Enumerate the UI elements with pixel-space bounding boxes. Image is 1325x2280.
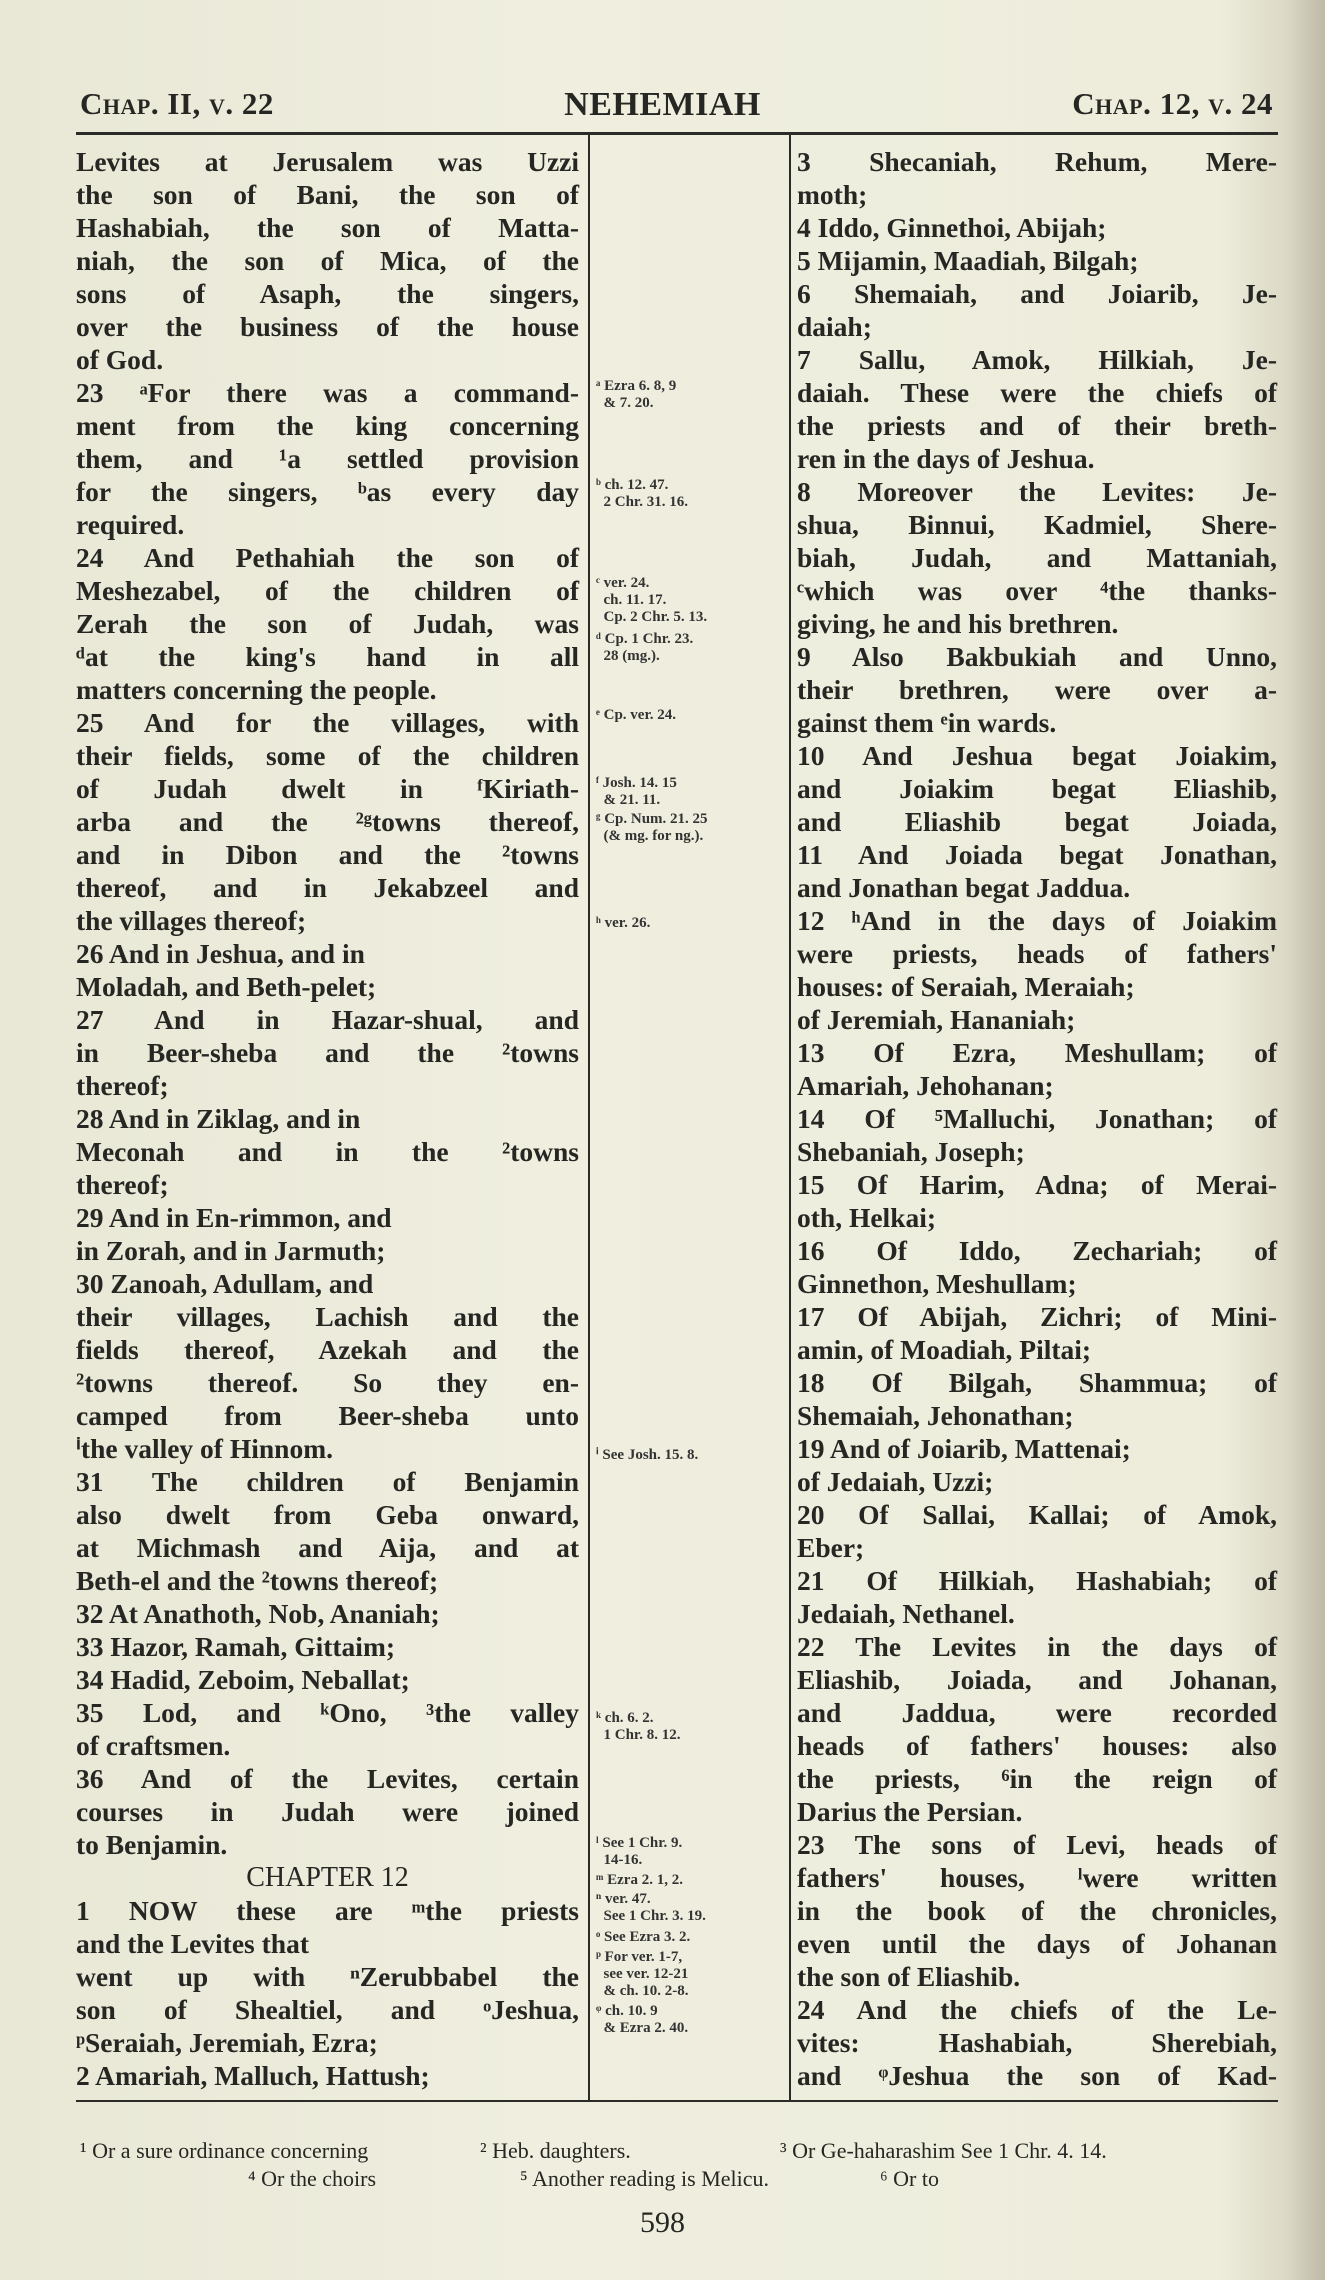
text-line: 10 And Jeshua begat Joiakim,	[797, 740, 1277, 771]
text-line: daiah. These were the chiefs of	[797, 377, 1277, 408]
text-line: 8 Moreover the Levites: Je-	[797, 476, 1277, 507]
text-line: 29 And in En-rimmon, and	[76, 1202, 392, 1233]
text-line: also dwelt from Geba onward,	[76, 1499, 579, 1530]
text-line: giving, he and his brethren.	[797, 608, 1119, 639]
text-line: 33 Hazor, Ramah, Gittaim;	[76, 1631, 396, 1662]
text-line: 34 Hadid, Zeboim, Neballat;	[76, 1664, 410, 1695]
text-line: Shebaniah, Joseph;	[797, 1136, 1025, 1167]
text-line: 16 Of Iddo, Zechariah; of	[797, 1235, 1277, 1266]
text-line: and in Dibon and the ²towns	[76, 839, 579, 870]
text-line: Ginnethon, Meshullam;	[797, 1268, 1077, 1299]
margin-note-e: ᵉ Cp. ver. 24.	[596, 707, 676, 723]
text-line: for the singers, ᵇas every day	[76, 476, 579, 507]
column-divider-right	[789, 134, 791, 2100]
text-line: vites: Hashabiah, Sherebiah,	[797, 2027, 1277, 2058]
text-line: and Joiakim begat Eliashib,	[797, 773, 1277, 804]
text-line: ment from the king concerning	[76, 410, 579, 441]
text-line: 27 And in Hazar-shual, and	[76, 1004, 579, 1035]
text-line: daiah;	[797, 311, 872, 342]
text-line: the villages thereof;	[76, 905, 307, 936]
footnote-4: ⁴ Or the choirs	[248, 2166, 377, 2191]
margin-note-g: ᵍ Cp. Num. 21. 25 (& mg. for ng.).	[596, 811, 708, 844]
text-line: and Jonathan begat Jaddua.	[797, 872, 1131, 903]
text-line: niah, the son of Mica, of the	[76, 245, 579, 276]
text-line: Moladah, and Beth-pelet;	[76, 971, 377, 1002]
margin-note-o: ᵒ See Ezra 3. 2.	[596, 1929, 691, 1945]
text-line: sons of Asaph, the singers,	[76, 278, 579, 309]
text-line: Levites at Jerusalem was Uzzi	[76, 146, 579, 177]
text-line: Eber;	[797, 1532, 865, 1563]
text-line: 17 Of Abijah, Zichri; of Mini-	[797, 1301, 1277, 1332]
text-line: Beth-el and the ²towns thereof;	[76, 1565, 439, 1596]
text-line: and Eliashib begat Joiada,	[797, 806, 1277, 837]
text-line: heads of fathers' houses: also	[797, 1730, 1277, 1761]
text-line: 6 Shemaiah, and Joiarib, Je-	[797, 278, 1277, 309]
text-line: ᶜwhich was over ⁴the thanks-	[797, 575, 1277, 606]
text-line: Amariah, Jehohanan;	[797, 1070, 1054, 1101]
text-line: arba and the ²ᵍtowns thereof,	[76, 806, 579, 837]
left-text-column	[76, 145, 579, 2092]
footnote-3: ³ Or Ge-haharashim See 1 Chr. 4. 14.	[780, 2138, 1107, 2163]
text-line: Darius the Persian.	[797, 1796, 1023, 1827]
text-line: in the book of the chronicles,	[797, 1895, 1277, 1926]
text-line: son of Shealtiel, and ᵒJeshua,	[76, 1994, 579, 2025]
text-line: 18 Of Bilgah, Shammua; of	[797, 1367, 1277, 1398]
running-head-left: Chap. II, v. 22	[80, 86, 274, 121]
text-line: required.	[76, 509, 185, 540]
footer-rule	[76, 2100, 1278, 2102]
text-line: 21 Of Hilkiah, Hashabiah; of	[797, 1565, 1277, 1596]
text-line: 12 ʰAnd in the days of Joiakim	[797, 905, 1277, 936]
text-line: amin, of Moadiah, Piltai;	[797, 1334, 1092, 1365]
text-line: ren in the days of Jeshua.	[797, 443, 1095, 474]
text-line: 19 And of Joiarib, Mattenai;	[797, 1433, 1131, 1464]
text-line: in Zorah, and in Jarmuth;	[76, 1235, 386, 1266]
text-line: 24 And Pethahiah the son of	[76, 542, 579, 573]
text-line: Zerah the son of Judah, was	[76, 608, 579, 639]
text-line: thereof;	[76, 1169, 169, 1200]
text-line: houses: of Seraiah, Meraiah;	[797, 971, 1135, 1002]
margin-note-q: ᵠ ch. 10. 9 & Ezra 2. 40.	[596, 2003, 689, 2036]
text-line: 23 The sons of Levi, heads of	[797, 1829, 1277, 1860]
margin-note-h: ʰ ver. 26.	[596, 915, 651, 931]
margin-note-m: ᵐ Ezra 2. 1, 2.	[596, 1872, 683, 1888]
text-line: ⁱthe valley of Hinnom.	[76, 1433, 333, 1464]
text-line: 9 Also Bakbukiah and Unno,	[797, 641, 1277, 672]
footnote-6: ⁶ Or to	[880, 2166, 939, 2191]
text-line: their brethren, were over a-	[797, 674, 1277, 705]
book-title: NEHEMIAH	[564, 86, 761, 123]
text-line: even until the days of Johanan	[797, 1928, 1277, 1959]
text-line: 5 Mijamin, Maadiah, Bilgah;	[797, 245, 1139, 276]
text-line: 24 And the chiefs of the Le-	[797, 1994, 1277, 2025]
right-text-column	[797, 145, 1277, 2092]
text-line: them, and ¹a settled provision	[76, 443, 579, 474]
text-line: of God.	[76, 344, 164, 375]
margin-note-k: ᵏ ch. 6. 2. 1 Chr. 8. 12.	[596, 1710, 681, 1743]
text-line: ᵈat the king's hand in all	[76, 641, 579, 672]
text-line: 7 Sallu, Amok, Hilkiah, Je-	[797, 344, 1277, 375]
margin-note-c: ᶜ ver. 24. ch. 11. 17. Cp. 2 Chr. 5. 13.	[596, 575, 708, 625]
text-line: 13 Of Ezra, Meshullam; of	[797, 1037, 1277, 1068]
text-line: 15 Of Harim, Adna; of Merai-	[797, 1169, 1277, 1200]
text-line: 4 Iddo, Ginnethoi, Abijah;	[797, 212, 1107, 243]
text-line: camped from Beer-sheba unto	[76, 1400, 579, 1431]
text-line: their fields, some of the children	[76, 740, 579, 771]
text-line: 11 And Joiada begat Jonathan,	[797, 839, 1277, 870]
text-line: the son of Bani, the son of	[76, 179, 579, 210]
text-line: 14 Of ⁵Malluchi, Jonathan; of	[797, 1103, 1277, 1134]
text-line: ᵖSeraiah, Jeremiah, Ezra;	[76, 2027, 378, 2058]
text-line: to Benjamin.	[76, 1829, 228, 1860]
margin-note-l: ˡ See 1 Chr. 9. 14-16.	[596, 1835, 683, 1868]
text-line: Meconah and in the ²towns	[76, 1136, 579, 1167]
column-divider-left	[588, 134, 590, 2100]
text-line: shua, Binnui, Kadmiel, Shere-	[797, 509, 1277, 540]
footnote-1: ¹ Or a sure ordinance concerning	[80, 2138, 369, 2163]
text-line: fathers' houses, ˡwere written	[797, 1862, 1277, 1893]
text-line: ²towns thereof. So they en-	[76, 1367, 579, 1398]
margin-note-d: ᵈ Cp. 1 Chr. 23. 28 (mg.).	[596, 631, 694, 664]
text-line: 22 The Levites in the days of	[797, 1631, 1277, 1662]
text-line: were priests, heads of fathers'	[797, 938, 1277, 969]
margin-note-b: ᵇ ch. 12. 47. 2 Chr. 31. 16.	[596, 477, 688, 510]
footnote-5: ⁵ Another reading is Melicu.	[520, 2166, 770, 2191]
text-line: thereof, and in Jekabzeel and	[76, 872, 579, 903]
text-line: matters concerning the people.	[76, 674, 437, 705]
text-line: thereof;	[76, 1070, 169, 1101]
header-rule	[76, 132, 1278, 135]
text-line: Shemaiah, Jehonathan;	[797, 1400, 1074, 1431]
text-line: of Judah dwelt in ᶠKiriath-	[76, 773, 579, 804]
text-line: the son of Eliashib.	[797, 1961, 1021, 1992]
text-line: at Michmash and Aija, and at	[76, 1532, 579, 1563]
text-line: biah, Judah, and Mattaniah,	[797, 542, 1277, 573]
text-line: 23 ᵃFor there was a command-	[76, 377, 579, 408]
margin-note-a: ᵃ Ezra 6. 8, 9 & 7. 20.	[596, 378, 677, 411]
text-line: their villages, Lachish and the	[76, 1301, 579, 1332]
text-line: Meshezabel, of the children of	[76, 575, 579, 606]
text-line: 32 At Anathoth, Nob, Ananiah;	[76, 1598, 440, 1629]
text-line: 3 Shecaniah, Rehum, Mere-	[797, 146, 1277, 177]
text-line: courses in Judah were joined	[76, 1796, 579, 1827]
text-line: the priests, ⁶in the reign of	[797, 1763, 1277, 1794]
text-line: 30 Zanoah, Adullam, and	[76, 1268, 374, 1299]
margin-note-f: ᶠ Josh. 14. 15 & 21. 11.	[596, 775, 677, 808]
text-line: 36 And of the Levites, certain	[76, 1763, 579, 1794]
text-line: 20 Of Sallai, Kallai; of Amok,	[797, 1499, 1277, 1530]
text-line: fields thereof, Azekah and the	[76, 1334, 579, 1365]
text-line: and Jaddua, were recorded	[797, 1697, 1277, 1728]
text-line: and ᵠJeshua the son of Kad-	[797, 2060, 1277, 2091]
chapter-heading: CHAPTER 12	[246, 1862, 409, 1893]
running-head-right: Chap. 12, v. 24	[1072, 86, 1273, 121]
text-line: 25 And for the villages, with	[76, 707, 579, 738]
text-line: the priests and of their breth-	[797, 410, 1277, 441]
margin-note-n: ⁿ ver. 47. See 1 Chr. 3. 19.	[596, 1891, 706, 1924]
text-line: 35 Lod, and ᵏOno, ³the valley	[76, 1697, 579, 1728]
text-line: 26 And in Jeshua, and in	[76, 938, 365, 969]
text-line: and the Levites that	[76, 1928, 309, 1959]
margin-note-i: ⁱ See Josh. 15. 8.	[596, 1447, 699, 1463]
text-line: Jedaiah, Nethanel.	[797, 1598, 1015, 1629]
text-line: Hashabiah, the son of Matta-	[76, 212, 579, 243]
text-line: gainst them ᵉin wards.	[797, 707, 1057, 738]
text-line: 31 The children of Benjamin	[76, 1466, 579, 1497]
text-line: Eliashib, Joiada, and Johanan,	[797, 1664, 1277, 1695]
text-line: oth, Helkai;	[797, 1202, 937, 1233]
text-line: in Beer-sheba and the ²towns	[76, 1037, 579, 1068]
text-line: of craftsmen.	[76, 1730, 231, 1761]
margin-note-p: ᵖ For ver. 1-7, see ver. 12-21 & ch. 10. 2-8.	[596, 1949, 689, 1999]
text-line: went up with ⁿZerubbabel the	[76, 1961, 579, 1992]
text-line: of Jedaiah, Uzzi;	[797, 1466, 994, 1497]
text-line: over the business of the house	[76, 311, 579, 342]
page-number: 598	[640, 2206, 685, 2239]
text-line: 28 And in Ziklag, and in	[76, 1103, 361, 1134]
text-line: 2 Amariah, Malluch, Hattush;	[76, 2060, 430, 2091]
text-line: moth;	[797, 179, 868, 210]
text-line: of Jeremiah, Hananiah;	[797, 1004, 1076, 1035]
footnote-2: ² Heb. daughters.	[480, 2138, 631, 2163]
text-line: 1 NOW these are ᵐthe priests	[76, 1895, 579, 1926]
